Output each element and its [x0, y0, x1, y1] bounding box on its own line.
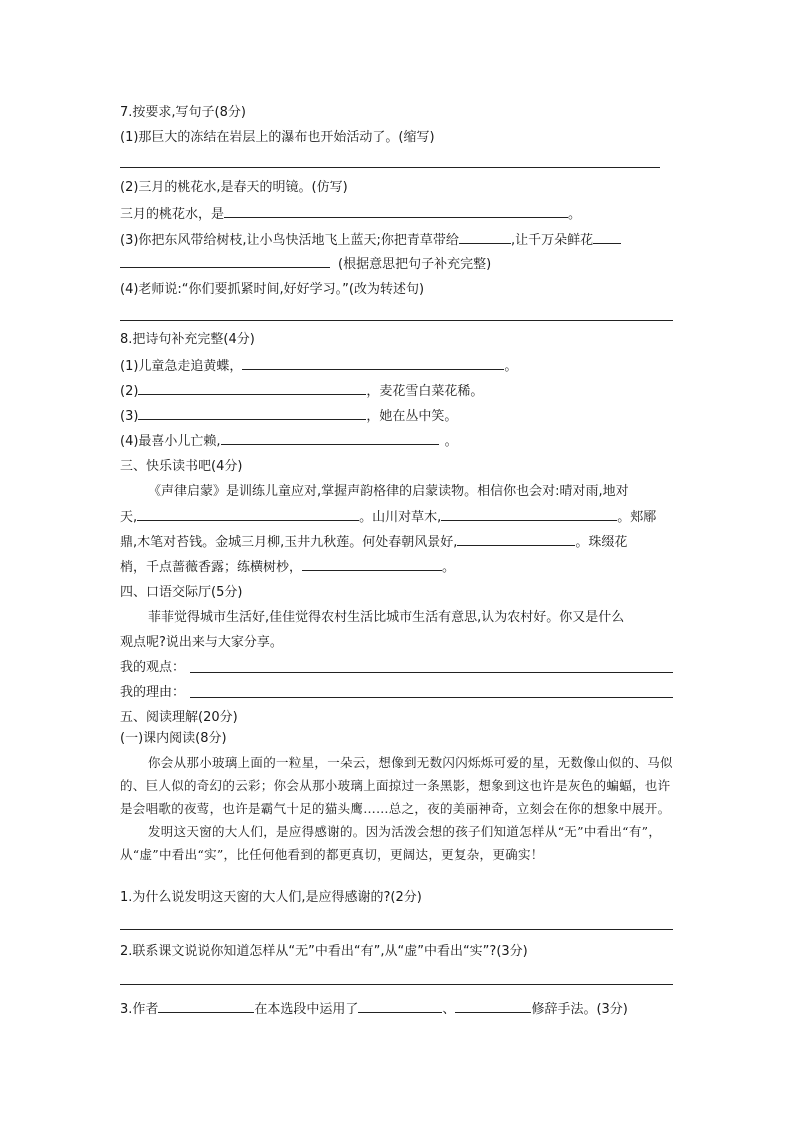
- section3-p2-a: 天,: [120, 510, 138, 525]
- section4-reason-label: 我的理由：: [120, 685, 186, 700]
- section5-title: 五、阅读理解(20分): [120, 710, 238, 725]
- q7-sentence-3: [120, 231, 621, 250]
- section4-reason-line[interactable]: [190, 697, 673, 698]
- q7-s3-part-b: ,让千万朵鲜花: [510, 233, 594, 248]
- q8-l2-num: (2): [120, 384, 139, 399]
- q7-fill-2: [120, 205, 581, 224]
- q8-line-2: [120, 382, 483, 401]
- reading-passage: [120, 751, 676, 866]
- q7-sentence-2: (2)三月的桃花水,是春天的明镜。(仿写): [120, 180, 348, 195]
- section4-view-line[interactable]: [190, 672, 673, 673]
- section3-para-line-4: [120, 558, 455, 577]
- q7-s3-part-a: (3)你把东风带给树枝,让小鸟快活地飞上蓝天;你把青草带给: [120, 233, 459, 248]
- q8-line-4: [120, 432, 458, 451]
- section3-para-line-3: [120, 533, 627, 552]
- q7-s3-blank-2[interactable]: [593, 231, 621, 244]
- q8-l4-text: (4)最喜小儿亡赖,: [120, 434, 221, 449]
- q7-sentence-1: (1)那巨大的冻结在岩层上的瀑布也开始活动了。(缩写): [120, 130, 435, 145]
- section3-p2-c: 。郏鄏: [617, 510, 657, 525]
- section5-q1: 1.为什么说发明这天窗的大人们,是应得感谢的?(2分): [120, 890, 422, 905]
- q8-l3-num: (3): [120, 409, 139, 424]
- section3-p3-b: 。珠缀花: [575, 535, 628, 550]
- section3-p3-a: 鼎,木笔对苔钱。金城三月柳,玉井九秋莲。何处春朝风景好,: [120, 535, 458, 550]
- section5-q3-blank-3[interactable]: [455, 1000, 531, 1013]
- q7-s2-blank[interactable]: [224, 205, 568, 218]
- q8-line-3: [120, 407, 457, 426]
- section5-q3-c: 、: [442, 1002, 456, 1017]
- section5-q3-b: 在本选段中运用了: [254, 1002, 359, 1017]
- q8-line-1: [120, 357, 517, 376]
- passage-para-1: 你会从那小玻璃上面的一粒星，一朵云，想像到无数闪闪烁烁可爱的星，无数像山似的、马似的、巨人似的奇幻的云彩；你会从那小玻璃上面掠过一条黑影，想象到这也许是灰色的蝙蝠，也许是会唱歌的夜莺，也许是霸气十足的猫头鹰……总之，夜的美丽神奇，立刻会在你的想象中展开。: [120, 755, 673, 816]
- section3-blank-3[interactable]: [457, 533, 575, 546]
- q7-answer-line-1[interactable]: [120, 167, 660, 168]
- section5-q2: 2.联系课文说说你知道怎样从“无”中看出“有”,从“虚”中看出“实”?(3分): [120, 944, 528, 959]
- section4-para-line-2: 观点呢?说出来与大家分享。: [120, 635, 283, 650]
- section5-sub1: (一)课内阅读(8分): [120, 731, 227, 746]
- section5-q3-blank-2[interactable]: [358, 1000, 442, 1013]
- q8-l2-text: ，麦花雪白菜花稀。: [366, 384, 484, 399]
- q8-l1-text: (1)儿童急走追黄蝶，: [120, 359, 243, 374]
- q7-s3-blank-3[interactable]: [120, 255, 330, 268]
- section4-view-label: 我的观点：: [120, 660, 186, 675]
- section5-q3: [120, 1000, 628, 1019]
- section3-blank-1[interactable]: [137, 508, 359, 521]
- section4-title: 四、口语交际厅(5分): [120, 585, 243, 600]
- section3-p4-b: 。: [442, 560, 456, 575]
- section3-para-line-2: [120, 508, 656, 527]
- section3-title: 三、快乐读书吧(4分): [120, 459, 243, 474]
- q7-s2-end: 。: [568, 207, 582, 222]
- section3-p2-b: 。山川对草木,: [359, 510, 442, 525]
- q8-title: 8.把诗句补充完整(4分): [120, 332, 255, 347]
- q7-s3-blank-1[interactable]: [459, 231, 511, 244]
- section5-q3-d: 修辞手法。(3分): [531, 1002, 628, 1017]
- q7-s2-prefix: 三月的桃花水，是: [120, 207, 225, 222]
- passage-para-2: 发明这天窗的大人们，是应得感谢的。因为活泼会想的孩子们知道怎样从“无”中看出“有”，从“虚”中看出“实”，比任何他看到的都更真切，更阔达，更复杂，更确实！: [120, 824, 662, 862]
- q8-l4-blank[interactable]: [221, 432, 439, 445]
- q7-sentence-4: (4)老师说:“你们要抓紧时间,好好学习。”(改为转述句): [120, 282, 425, 297]
- section5-q3-blank-1[interactable]: [158, 1000, 254, 1013]
- section5-q3-a: 3.作者: [120, 1002, 159, 1017]
- section5-q2-line[interactable]: [120, 984, 673, 985]
- section3-blank-4[interactable]: [302, 558, 442, 571]
- q8-l1-end: 。: [504, 359, 518, 374]
- q7-s3-part-c: (根据意思把句子补充完整): [338, 257, 492, 272]
- q8-l2-blank[interactable]: [138, 382, 366, 395]
- q7-answer-line-4[interactable]: [120, 320, 673, 321]
- q7-title: 7.按要求,写句子(8分): [120, 105, 246, 120]
- q8-l1-blank[interactable]: [242, 357, 504, 370]
- section4-para-line-1: 菲菲觉得城市生活好,佳佳觉得农村生活比城市生活有意思,认为农村好。你又是什么: [148, 610, 625, 625]
- q8-l4-end: 。: [444, 434, 458, 449]
- q8-l3-text: ，她在丛中笑。: [366, 409, 458, 424]
- section3-para-line-1: 《声律启蒙》是训练儿童应对,掌握声韵格律的启蒙读物。相信你也会对:晴对雨,地对: [148, 484, 629, 499]
- q8-l3-blank[interactable]: [138, 407, 366, 420]
- section3-blank-2[interactable]: [441, 508, 617, 521]
- q7-sentence-3-cont: [120, 255, 491, 274]
- section3-p4-a: 梢，千点蔷薇香露；练横树杪，: [120, 560, 303, 575]
- section5-q1-line[interactable]: [120, 929, 673, 930]
